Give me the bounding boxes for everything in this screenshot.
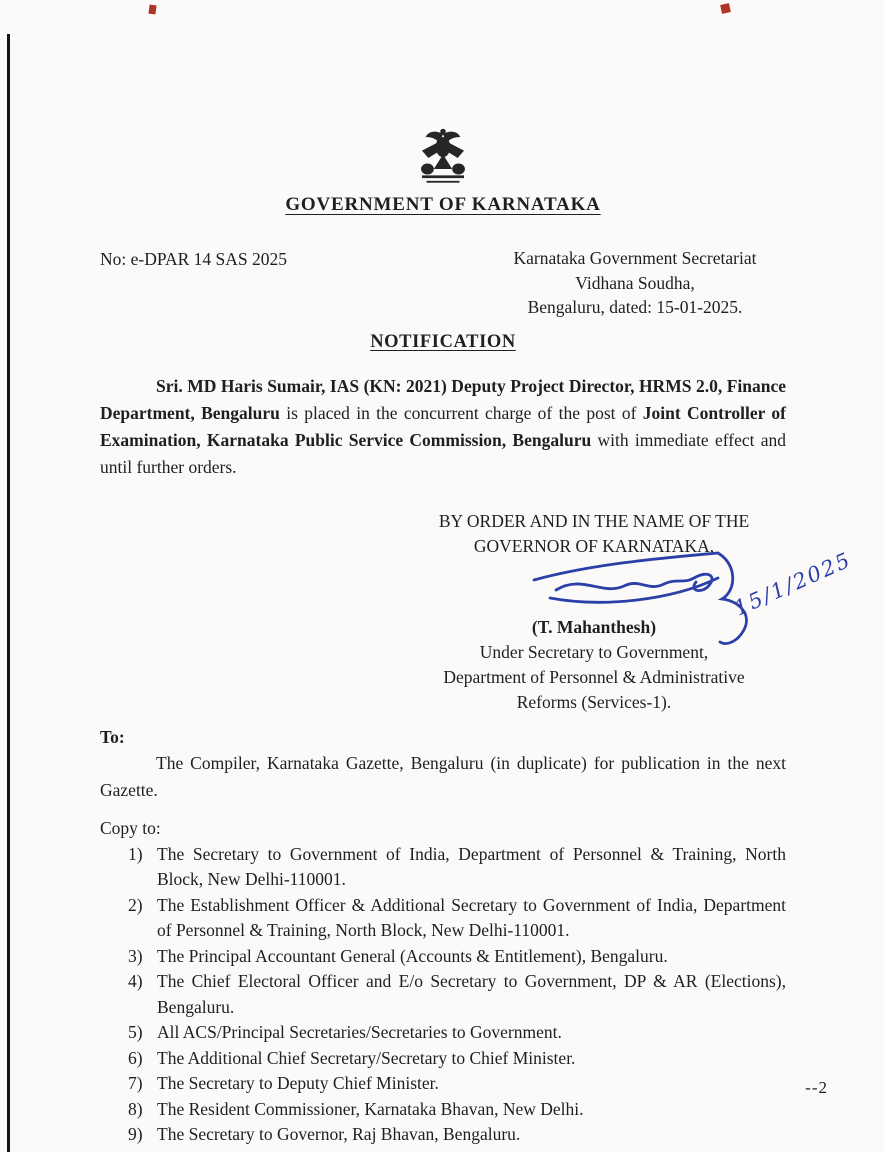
copy-to-item — [128, 1122, 786, 1148]
copy-to-item-text: The Chief Electoral Officer and E/o Secretary to Government, DP & AR (Elections), Bengaluru. — [157, 971, 786, 1017]
copy-to-item — [128, 969, 786, 1020]
secretariat-line: Bengaluru, dated: 15-01-2025. — [527, 297, 743, 317]
copy-to-item — [128, 1071, 786, 1097]
officer-name-bold: Sri. MD Haris Sumair, IAS (KN: 2021) Deputy Project Director, HRMS 2.0, Finance Department, Bengaluru — [100, 375, 786, 423]
copy-to-item — [128, 1020, 786, 1046]
signatory-designation-line: Under Secretary to Government, — [479, 641, 709, 662]
copy-to-item-number: 3) — [128, 945, 143, 966]
copy-to-item-number: 4) — [128, 971, 143, 991]
scan-artifact-left-line — [7, 34, 10, 1152]
government-title: GOVERNMENT OF KARNATAKA — [285, 194, 601, 215]
copy-to-item-number: 2) — [128, 894, 143, 915]
by-order-line: GOVERNOR OF KARNATAKA, — [473, 535, 715, 556]
copy-to-item-text: The Secretary to Governor, Raj Bhavan, Bengaluru. — [157, 1124, 521, 1144]
copy-to-item-text: The Establishment Officer & Additional Secretary to Government of India, Department of Personnel & Training, North Block, New Delhi-110001. — [157, 894, 786, 940]
copy-to-item — [128, 893, 786, 944]
addressee-section — [100, 727, 786, 804]
reference-row — [100, 246, 786, 320]
reference-number: No: e-DPAR 14 SAS 2025 — [100, 249, 288, 269]
copy-to-item-text: The Resident Commissioner, Karnataka Bhavan, New Delhi. — [157, 1098, 584, 1119]
karnataka-emblem-icon — [415, 126, 471, 190]
signatory-designation-line: Reforms (Services-1). — [516, 691, 672, 712]
copy-to-item-text: The Principal Accountant General (Accounts & Entitlement), Bengaluru. — [157, 945, 668, 966]
signatory-designation-line: Department of Personnel & Administrative — [443, 666, 745, 687]
signature-space — [398, 559, 790, 615]
notification-heading: NOTIFICATION — [370, 331, 516, 352]
copy-to-item-number: 8) — [128, 1098, 143, 1119]
secretariat-line: Karnataka Government Secretariat — [513, 248, 757, 268]
body-text: with immediate effect and until further orders. — [100, 429, 786, 477]
copy-to-item-number: 7) — [128, 1073, 143, 1093]
copy-to-item-number: 1) — [128, 843, 143, 864]
secretariat-address — [484, 246, 786, 320]
body-text: is placed in the concurrent charge of the post of — [279, 402, 643, 423]
copy-to-item-text: The Additional Chief Secretary/Secretary to Chief Minister. — [157, 1047, 576, 1068]
to-label: To: — [100, 726, 125, 747]
by-order-line: BY ORDER AND IN THE NAME OF THE — [438, 510, 750, 531]
copy-to-item-number: 5) — [128, 1022, 143, 1042]
notification-body — [100, 373, 786, 481]
copy-to-item-number: 9) — [128, 1124, 143, 1144]
addressee-text: The Compiler, Karnataka Gazette, Bengaluru (in duplicate) for publication in the next Gazette. — [100, 752, 786, 800]
copy-to-item — [128, 842, 786, 893]
copy-to-item-text: All ACS/Principal Secretaries/Secretaries to Government. — [157, 1022, 562, 1042]
copy-to-item-text: The Secretary to Deputy Chief Minister. — [157, 1073, 439, 1093]
copy-to-item — [128, 1046, 786, 1072]
document-content — [0, 126, 884, 1148]
scan-mark-top-right — [720, 3, 731, 14]
order-block — [398, 509, 790, 715]
copy-to-label: Copy to: — [100, 817, 161, 838]
signatory-name: (T. Mahanthesh) — [531, 616, 657, 637]
copy-to-item-text: The Secretary to Government of India, Department of Personnel & Training, North Block, New Delhi-110001. — [157, 843, 786, 889]
page-number: --2 — [805, 1078, 828, 1097]
post-name-bold: Joint Controller of Examination, Karnataka Public Service Commission, Bengaluru — [100, 402, 787, 450]
copy-to-item-number: 6) — [128, 1047, 143, 1068]
secretariat-line: Vidhana Soudha, — [575, 272, 695, 293]
copy-to-item — [128, 944, 786, 970]
copy-to-list — [100, 842, 786, 1148]
scan-mark-top-left — [148, 5, 156, 15]
handwritten-date: 15/1/2025 — [730, 547, 856, 621]
copy-to-item — [128, 1097, 786, 1123]
